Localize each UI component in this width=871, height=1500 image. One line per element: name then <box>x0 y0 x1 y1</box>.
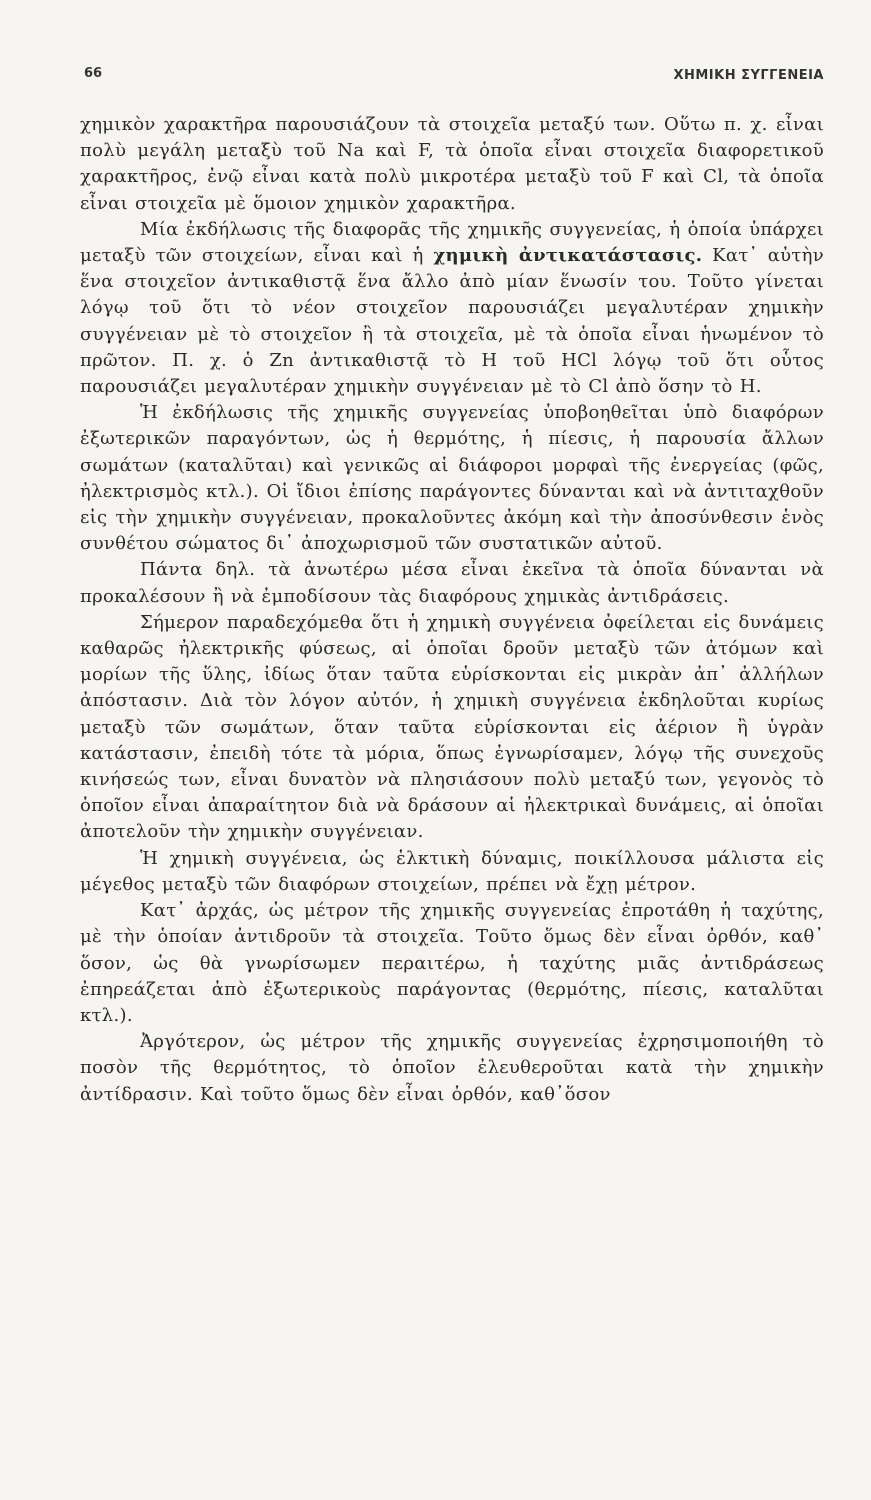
paragraph <box>80 898 824 1029</box>
paragraph <box>80 846 824 898</box>
book-page <box>80 60 824 1108</box>
paragraph-text: Σήμερον παραδεχόμεθα ὅτι ἡ χημικὴ συγγένεια ὀφείλεται εἰς δυνάμεις καθαρῶς ἠλεκτρικῆς φύσεως, αἱ ὁποῖαι δροῦν μεταξὺ τῶν ἀτόμων καὶ μορίων τῆς ὕλης, ἰδίως ὅταν ταῦτα εὑρίσκονται εἰς μικρὰν ἀπ᾽ ἀλλήλων ἀπόστασιν. Διὰ τὸν λόγον αὐτόν, ἡ χημικὴ συγγένεια ἐκδηλοῦται κυρίως μεταξὺ τῶν σωμάτων, ὅταν ταῦτα εὑρίσκονται εἰς ἀέριον ἢ ὑγρὰν κατάστασιν, ἐπειδὴ τότε τὰ μόρια, ὅπως ἐγνωρίσαμεν, λόγῳ τῆς συνεχοῦς κινήσεώς των, εἶναι δυνατὸν νὰ πλησιάσουν πολὺ μεταξύ των, γεγονὸς τὸ ὁποῖον εἶναι ἀπαραίτητον διὰ νὰ δράσουν αἱ ἠλεκτρικαὶ δυνάμεις, αἱ ὁποῖαι ἀποτελοῦν τὴν χημικὴν συγγένειαν. <box>80 611 824 843</box>
paragraph <box>80 610 824 846</box>
body-text <box>80 112 824 1108</box>
paragraph-text: Ἡ χημικὴ συγγένεια, ὡς ἑλκτικὴ δύναμις, ποικίλλουσα μάλιστα εἰς μέγεθος μεταξὺ τῶν διαφόρων στοιχείων, πρέπει νὰ ἔχῃ μέτρον. <box>80 847 824 895</box>
paragraph <box>80 400 824 557</box>
paragraph-text: Ἀργότερον, ὡς μέτρον τῆς χημικῆς συγγενείας ἐχρησιμοποιήθη τὸ ποσὸν τῆς θερμότητος, τὸ ὁποῖον ἐλευθεροῦται κατὰ τὴν χημικὴν ἀντίδρασιν. Καὶ τοῦτο ὅμως δὲν εἶναι ὀρθόν, καθ᾽ὅσον <box>80 1031 824 1105</box>
paragraph-text: χημικὸν χαρακτῆρα παρουσιάζουν τὰ στοιχεῖα μεταξύ των. Οὕτω π. χ. εἶναι πολὺ μεγάλη μεταξὺ τοῦ Na καὶ F, τὰ ὁποῖα εἶναι στοιχεῖα διαφορετικοῦ χαρακτῆρος, ἐνῷ εἶναι κατὰ πολὺ μικροτέρα μεταξὺ τοῦ F καὶ Cl, τὰ ὁποῖα εἶναι στοιχεῖα μὲ ὅμοιον χημικὸν χαρακτῆρα. <box>80 114 824 214</box>
paragraph-text: Πάντα δηλ. τὰ ἀνωτέρω μέσα εἶναι ἐκεῖνα τὰ ὁποῖα δύνανται νὰ προκαλέσουν ἢ νὰ ἐμποδίσουν τὰς διαφόρους χημικὰς ἀντιδράσεις. <box>80 559 824 607</box>
running-title: ΧΗΜΙΚΗ ΣΥΓΓΕΝΕΙΑ <box>673 68 824 83</box>
paragraph <box>80 557 824 609</box>
page-header <box>80 60 824 94</box>
paragraph-text: Κατ᾽ ἀρχάς, ὡς μέτρον τῆς χημικῆς συγγενείας ἐπροτάθη ἡ ταχύτης, μὲ τὴν ὁποίαν ἀντιδροῦν τὰ στοιχεῖα. Τοῦτο ὅμως δὲν εἶναι ὀρθόν, καθ᾽ ὅσον, ὡς θὰ γνωρίσωμεν περαιτέρω, ἡ ταχύτης μιᾶς ἀντιδράσεως ἐπηρεάζεται ἀπὸ ἐξωτερικοὺς παράγοντας (θερμότης, πίεσις, καταλῦται κτλ.). <box>80 900 824 1026</box>
paragraph <box>80 217 824 400</box>
paragraph <box>80 112 824 217</box>
paragraph-text: Ἡ ἐκδήλωσις τῆς χημικῆς συγγενείας ὑποβοηθεῖται ὑπὸ διαφόρων ἐξωτερικῶν παραγόντων, ὡς ἡ θερμότης, ἡ πίεσις, ἡ παρουσία ἄλλων σωμάτων (καταλῦται) καὶ γενικῶς αἱ διάφοροι μορφαὶ τῆς ἐνεργείας (φῶς, ἠλεκτρισμὸς κτλ.). Οἱ ἴδιοι ἐπίσης παράγοντες δύνανται καὶ νὰ ἀντιταχθοῦν εἰς τὴν χημικὴν συγγένειαν, προκαλοῦντες ἀκόμη καὶ τὴν ἀποσύνθεσιν ἑνὸς συνθέτου σώματος δι᾽ ἀποχωρισμοῦ τῶν συστατικῶν αὐτοῦ. <box>80 402 824 555</box>
page-number: 66 <box>84 66 103 81</box>
bold-term: χημικὴ ἀντικατάστασις. <box>433 245 703 267</box>
paragraph-text: Κατ᾽ αὐτὴν ἕνα στοιχεῖον ἀντικαθιστᾷ ἕνα ἄλλο ἀπὸ μίαν ἕνωσίν του. Τοῦτο γίνεται λόγῳ τοῦ ὅτι τὸ νέον στοιχεῖον παρουσιάζει μεγαλυτέραν χημικὴν συγγένειαν μὲ τὸ στοιχεῖον ἢ τὰ στοιχεῖα, μὲ τὰ ὁποῖα εἶναι ἡνωμένον τὸ πρῶτον. Π. χ. ὁ Zn ἀντικαθιστᾷ τὸ H τοῦ HCl λόγῳ τοῦ ὅτι οὗτος παρουσιάζει μεγαλυτέραν χημικὴν συγγένειαν μὲ τὸ Cl ἀπὸ ὅσην τὸ H. <box>80 245 824 398</box>
paragraph <box>80 1029 824 1108</box>
paragraph-text: Μία ἐκδήλωσις τῆς διαφορᾶς τῆς χημικῆς συγγενείας, ἡ ὁποία ὑπάρχει μεταξὺ τῶν στοιχείων, εἶναι καὶ ἡ <box>80 218 824 267</box>
